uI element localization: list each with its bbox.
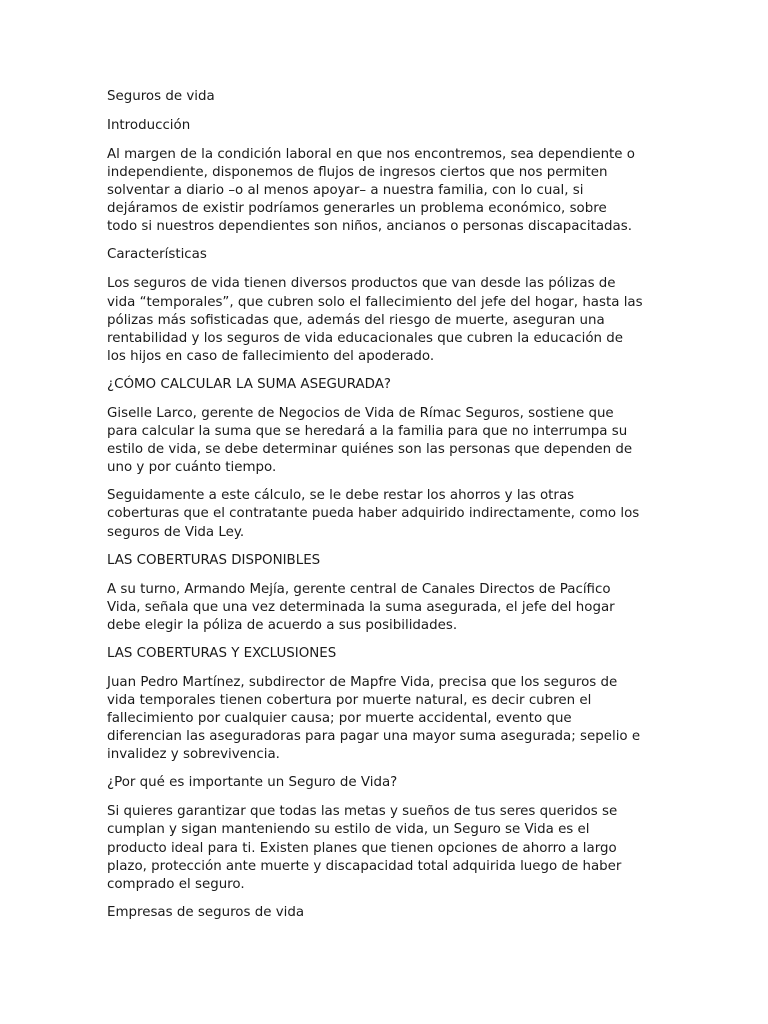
paragraph-line: dejáramos de existir podríamos generarles un problema económico, sobre: [107, 201, 607, 217]
paragraph: [107, 674, 663, 764]
section-heading: ¿Por qué es importante un Seguro de Vida?: [107, 775, 398, 791]
paragraph-line: para calcular la suma que se heredará a la familia para que no interrumpa su: [107, 424, 628, 440]
paragraph-line: Seguidamente a este cálculo, se le debe restar los ahorros y las otras: [107, 488, 575, 504]
paragraph-line: invalidez y sobrevivencia.: [107, 747, 280, 763]
paragraph-line: A su turno, Armando Mejía, gerente central de Canales Directos de Pacífico: [107, 581, 611, 597]
document-content: [107, 117, 663, 922]
paragraph-line: plazo, protección ante muerte y discapacidad total adquirida luego de haber: [107, 858, 622, 874]
paragraph-line: cumplan y sigan manteniendo su estilo de vida, un Seguro se Vida es el: [107, 822, 590, 838]
paragraph-line: producto ideal para ti. Existen planes que tienen opciones de ahorro a largo: [107, 840, 617, 856]
section-heading: Introducción: [107, 118, 191, 133]
paragraph-line: todo si nuestros dependientes son niños, ancianos o personas discapacitadas.: [107, 219, 632, 235]
paragraph-line: pólizas más sofisticadas que, además del riesgo de muerte, aseguran una: [107, 312, 605, 328]
section-heading: LAS COBERTURAS DISPONIBLES: [107, 552, 321, 568]
paragraph: [107, 487, 663, 541]
document-body: [107, 88, 663, 933]
paragraph-line: uno y por cuánto tiempo.: [107, 460, 277, 476]
paragraph-line: Giselle Larco, gerente de Negocios de Vida de Rímac Seguros, sostiene que: [107, 405, 614, 421]
paragraph-line: comprado el seguro.: [107, 876, 245, 892]
paragraph-line: los hijos en caso de fallecimiento del apoderado.: [107, 348, 435, 364]
paragraph-line: coberturas que el contratante pueda haber adquirido indirectamente, como los: [107, 506, 640, 522]
paragraph-line: fallecimiento por cualquier causa; por muerte accidental, evento que: [107, 711, 572, 727]
section-heading: Empresas de seguros de vida: [107, 904, 305, 920]
document-title: Seguros de vida: [107, 89, 215, 104]
paragraph-line: debe elegir la póliza de acuerdo a sus posibilidades.: [107, 617, 458, 633]
section-heading: LAS COBERTURAS Y EXCLUSIONES: [107, 645, 337, 661]
paragraph: [107, 803, 663, 893]
paragraph: [107, 581, 663, 635]
paragraph-line: solventar a diario –o al menos apoyar– a nuestra familia, con lo cual, si: [107, 183, 584, 199]
paragraph-line: estilo de vida, se debe determinar quiénes son las personas que dependen de: [107, 442, 633, 458]
paragraph: [107, 146, 663, 236]
paragraph-line: seguros de Vida Ley.: [107, 524, 245, 540]
paragraph-line: rentabilidad y los seguros de vida educacionales que cubren la educación de: [107, 330, 623, 346]
paragraph-line: vida “temporales”, que cubren solo el fallecimiento del jefe del hogar, hasta las: [107, 294, 643, 310]
section-heading: ¿CÓMO CALCULAR LA SUMA ASEGURADA?: [107, 376, 391, 392]
paragraph: [107, 275, 663, 365]
paragraph-line: vida temporales tienen cobertura por muerte natural, es decir cubren el: [107, 692, 592, 708]
paragraph-line: Al margen de la condición laboral en que nos encontremos, sea dependiente o: [107, 147, 635, 162]
paragraph-line: Los seguros de vida tienen diversos productos que van desde las pólizas de: [107, 276, 616, 292]
paragraph-line: diferencian las aseguradoras para pagar una mayor suma asegurada; sepelio e: [107, 729, 641, 745]
paragraph-line: Juan Pedro Martínez, subdirector de Mapfre Vida, precisa que los seguros de: [107, 674, 618, 690]
paragraph: [107, 405, 663, 477]
section-heading: Características: [107, 247, 207, 263]
paragraph-line: independiente, disponemos de flujos de ingresos ciertos que nos permiten: [107, 165, 608, 181]
paragraph-line: Si quieres garantizar que todas las metas y sueños de tus seres queridos se: [107, 804, 618, 820]
paragraph-line: Vida, señala que una vez determinada la suma asegurada, el jefe del hogar: [107, 599, 615, 615]
